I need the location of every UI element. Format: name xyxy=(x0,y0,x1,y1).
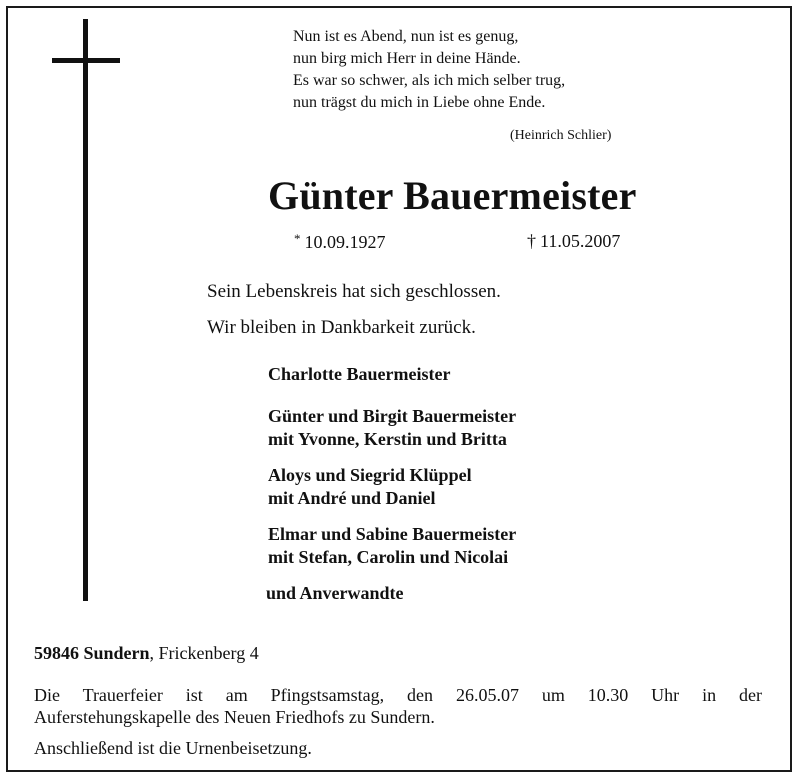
poem-author: (Heinrich Schlier) xyxy=(510,128,612,143)
family-entry xyxy=(268,363,450,386)
funeral-info-line-2: Auferstehungskapelle des Neuen Friedhofs zu Sundern. xyxy=(34,707,435,727)
family-entry xyxy=(268,464,472,510)
death-date-line xyxy=(527,231,620,252)
poem-line: nun birg mich Herr in deine Hände. xyxy=(293,50,521,67)
family-entry-line: mit Yvonne, Kerstin und Britta xyxy=(268,429,507,449)
family-entry-line: mit Stefan, Carolin und Nicolai xyxy=(268,547,509,567)
address-street: , Frickenberg 4 xyxy=(149,643,259,663)
address-postal-city: 59846 Sundern xyxy=(34,643,150,663)
poem-line: Nun ist es Abend, nun ist es genug, xyxy=(293,28,519,45)
family-entry-line: Aloys und Siegrid Klüppel xyxy=(268,465,472,485)
birth-date-line xyxy=(294,231,386,253)
family-entry-line: Elmar und Sabine Bauermeister xyxy=(268,524,517,544)
address xyxy=(34,643,259,664)
message-line-2: Wir bleiben in Dankbarkeit zurück. xyxy=(207,317,476,338)
funeral-info xyxy=(34,684,762,728)
family-entry xyxy=(268,523,516,569)
family-entry xyxy=(268,405,516,451)
deceased-name: Günter Bauermeister xyxy=(268,173,637,218)
cross-icon xyxy=(83,19,88,601)
urn-burial-note: Anschließend ist die Urnenbeisetzung. xyxy=(34,738,312,758)
death-date: 11.05.2007 xyxy=(540,231,621,251)
birth-star-icon: * xyxy=(294,231,301,246)
family-entry-line: Günter und Birgit Bauermeister xyxy=(268,406,517,426)
poem-line: nun trägst du mich in Liebe ohne Ende. xyxy=(293,94,546,111)
poem-line: Es war so schwer, als ich mich selber trug, xyxy=(293,72,566,89)
family-entry-line: Charlotte Bauermeister xyxy=(268,364,451,384)
message-line-1: Sein Lebenskreis hat sich geschlossen. xyxy=(207,281,501,302)
cross-icon-bar xyxy=(52,58,120,63)
funeral-info-line-1: Die Trauerfeier ist am Pfingstsamstag, den 26.05.07 um 10.30 Uhr in der xyxy=(34,685,762,705)
poem xyxy=(293,26,565,114)
family-entry-line: mit André und Daniel xyxy=(268,488,436,508)
relatives: und Anverwandte xyxy=(266,583,404,603)
birth-date: 10.09.1927 xyxy=(304,232,386,252)
death-cross-icon: † xyxy=(527,231,536,251)
